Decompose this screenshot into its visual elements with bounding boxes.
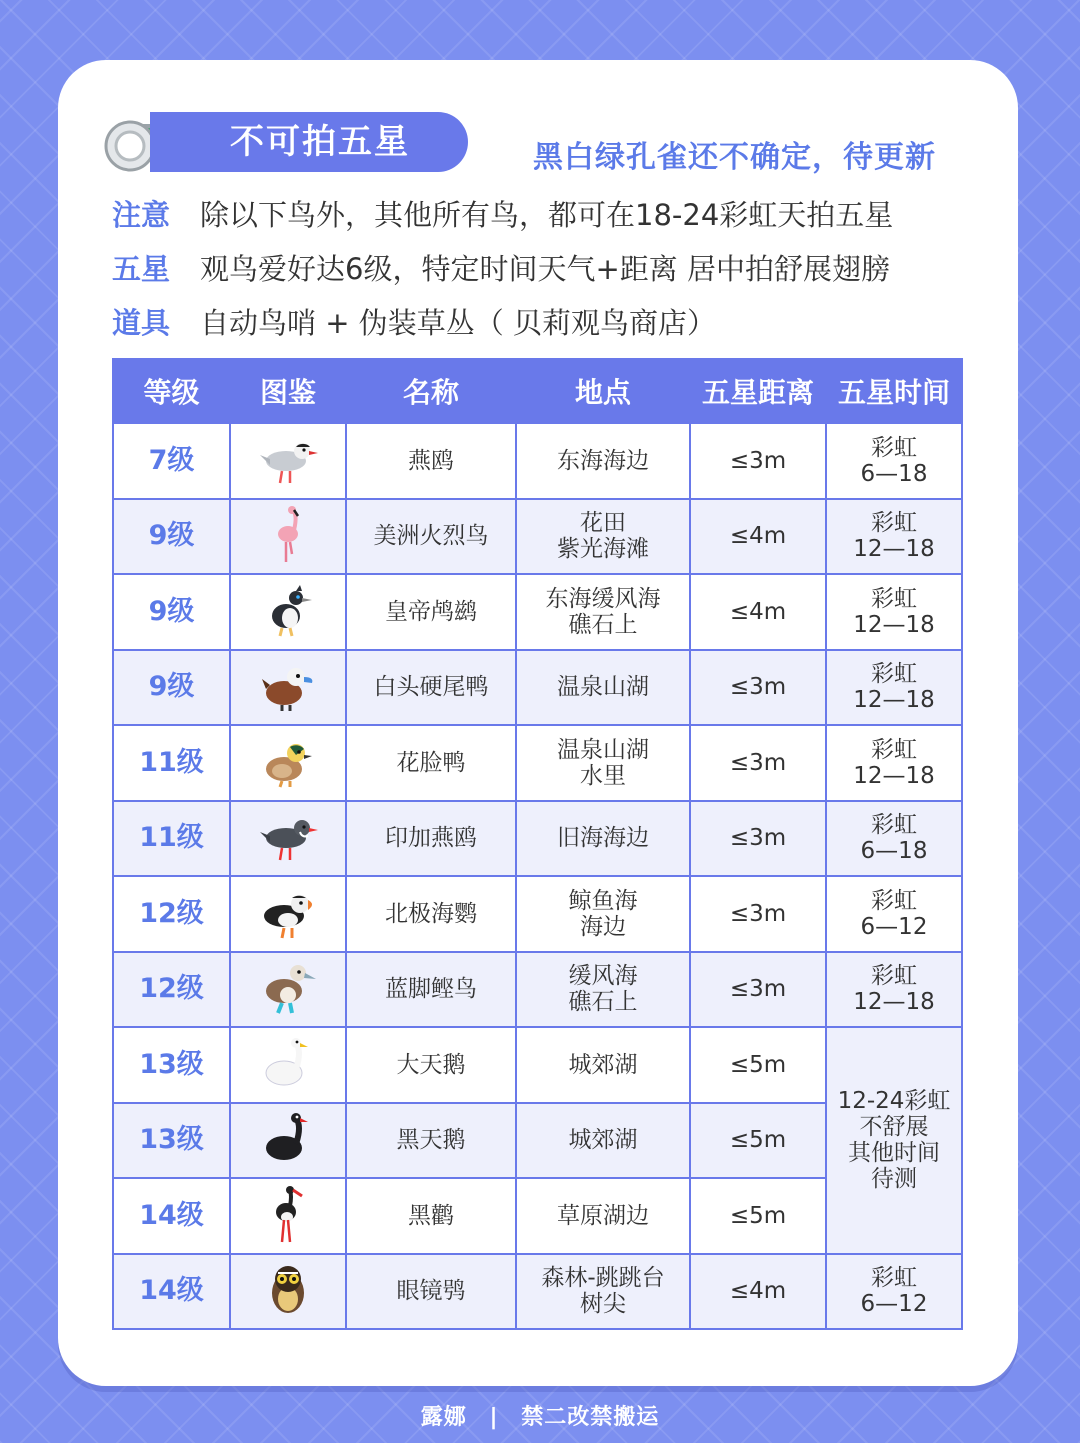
bird-name-cell: 皇帝鸬鹚 bbox=[346, 574, 516, 650]
bird-name-cell: 黑鹳 bbox=[346, 1178, 516, 1254]
tern-icon bbox=[256, 429, 320, 493]
table-row bbox=[113, 725, 962, 801]
distance-cell: ≤4m bbox=[690, 574, 826, 650]
level-cell: 12级 bbox=[113, 876, 230, 952]
distance-cell: ≤3m bbox=[690, 876, 826, 952]
time-line: 6—18 bbox=[860, 460, 928, 487]
bird-icon-cell bbox=[230, 1178, 346, 1254]
level-cell: 14级 bbox=[113, 1178, 230, 1254]
time-cell bbox=[826, 574, 962, 650]
header-distance: 五星距离 bbox=[690, 359, 826, 423]
place-line: 礁石上 bbox=[568, 989, 638, 1016]
place-cell bbox=[516, 725, 690, 801]
time-cell bbox=[826, 650, 962, 726]
info-five-star bbox=[112, 247, 890, 288]
merged-time-line: 其他时间 bbox=[848, 1140, 940, 1167]
bird-name-cell: 蓝脚鲣鸟 bbox=[346, 952, 516, 1028]
time-line: 6—12 bbox=[860, 1291, 928, 1318]
distance-cell: ≤3m bbox=[690, 423, 826, 499]
level-cell: 9级 bbox=[113, 574, 230, 650]
time-line: 12—18 bbox=[853, 536, 935, 563]
place-cell bbox=[516, 650, 690, 726]
place-line: 海边 bbox=[580, 913, 626, 940]
time-line: 彩虹 bbox=[871, 510, 917, 537]
place-line: 旧海海边 bbox=[557, 825, 649, 852]
time-cell bbox=[826, 1254, 962, 1330]
place-line: 紫光海滩 bbox=[557, 536, 649, 563]
place-cell bbox=[516, 876, 690, 952]
header-level: 等级 bbox=[113, 359, 230, 423]
place-line: 草原湖边 bbox=[557, 1202, 649, 1229]
footer-separator: | bbox=[489, 1405, 499, 1430]
time-line: 彩虹 bbox=[871, 434, 917, 461]
time-line: 彩虹 bbox=[871, 887, 917, 914]
header-name: 名称 bbox=[346, 359, 516, 423]
info-text: 观鸟爱好达6级，特定时间天气+距离 居中拍舒展翅膀 bbox=[200, 252, 890, 286]
table-row bbox=[113, 801, 962, 877]
place-line: 东海海边 bbox=[557, 447, 649, 474]
place-line: 树尖 bbox=[580, 1291, 626, 1318]
update-notice: 黑白绿孔雀还不确定，待更新 bbox=[533, 140, 936, 175]
place-line: 缓风海 bbox=[568, 963, 638, 990]
bird-icon-cell bbox=[230, 423, 346, 499]
time-cell bbox=[826, 801, 962, 877]
table-row bbox=[113, 574, 962, 650]
table-row bbox=[113, 876, 962, 952]
time-line: 彩虹 bbox=[871, 585, 917, 612]
time-line: 6—12 bbox=[860, 913, 928, 940]
time-cell bbox=[826, 952, 962, 1028]
place-line: 花田 bbox=[580, 510, 626, 537]
level-cell: 12级 bbox=[113, 952, 230, 1028]
place-cell bbox=[516, 801, 690, 877]
level-cell: 11级 bbox=[113, 725, 230, 801]
time-line: 彩虹 bbox=[871, 812, 917, 839]
info-label: 道具 bbox=[112, 306, 171, 340]
bird-name-cell: 燕鸥 bbox=[346, 423, 516, 499]
bird-name-cell: 美洲火烈鸟 bbox=[346, 499, 516, 575]
table-row bbox=[113, 1027, 962, 1103]
time-line: 彩虹 bbox=[871, 1265, 917, 1292]
place-line: 东海缓风海 bbox=[545, 585, 661, 612]
header-place: 地点 bbox=[516, 359, 690, 423]
table-header-row bbox=[113, 359, 962, 423]
place-line: 温泉山湖 bbox=[557, 674, 649, 701]
level-cell: 14级 bbox=[113, 1254, 230, 1330]
time-line: 12—18 bbox=[853, 611, 935, 638]
place-cell bbox=[516, 1254, 690, 1330]
level-cell: 9级 bbox=[113, 650, 230, 726]
place-line: 森林-跳跳台 bbox=[541, 1265, 665, 1292]
place-line: 城郊湖 bbox=[568, 1127, 638, 1154]
time-cell bbox=[826, 423, 962, 499]
distance-cell: ≤3m bbox=[690, 952, 826, 1028]
spectacled-owl-icon bbox=[256, 1259, 320, 1323]
page-title: 不可拍五星 bbox=[150, 112, 468, 172]
blue-footed-booby-icon bbox=[256, 957, 320, 1021]
distance-cell: ≤3m bbox=[690, 801, 826, 877]
time-cell bbox=[826, 725, 962, 801]
time-line: 6—18 bbox=[860, 838, 928, 865]
info-text: 除以下鸟外，其他所有鸟，都可在18-24彩虹天拍五星 bbox=[200, 198, 894, 232]
merged-time-cell bbox=[826, 1027, 962, 1254]
bird-name-cell: 北极海鹦 bbox=[346, 876, 516, 952]
bird-icon-cell bbox=[230, 1027, 346, 1103]
level-cell: 13级 bbox=[113, 1103, 230, 1179]
footer bbox=[0, 1400, 1080, 1431]
table-row bbox=[113, 650, 962, 726]
white-headed-duck-icon bbox=[256, 655, 320, 719]
bird-icon-cell bbox=[230, 876, 346, 952]
time-cell bbox=[826, 499, 962, 575]
flamingo-icon bbox=[256, 504, 320, 568]
level-cell: 9级 bbox=[113, 499, 230, 575]
bird-icon-cell bbox=[230, 1254, 346, 1330]
time-line: 12—18 bbox=[853, 989, 935, 1016]
level-cell: 7级 bbox=[113, 423, 230, 499]
merged-time-line: 不舒展 bbox=[859, 1114, 929, 1141]
bird-name-cell: 黑天鹅 bbox=[346, 1103, 516, 1179]
place-cell bbox=[516, 1103, 690, 1179]
info-notice bbox=[112, 193, 893, 234]
distance-cell: ≤5m bbox=[690, 1027, 826, 1103]
bird-name-cell: 眼镜鸮 bbox=[346, 1254, 516, 1330]
bird-icon-cell bbox=[230, 952, 346, 1028]
place-cell bbox=[516, 1178, 690, 1254]
baikal-teal-icon bbox=[256, 731, 320, 795]
bird-table bbox=[112, 358, 963, 1330]
distance-cell: ≤3m bbox=[690, 725, 826, 801]
place-cell bbox=[516, 499, 690, 575]
bird-icon-cell bbox=[230, 1103, 346, 1179]
bird-icon-cell bbox=[230, 650, 346, 726]
time-line: 12—18 bbox=[853, 687, 935, 714]
table-row bbox=[113, 423, 962, 499]
bird-name-cell: 大天鹅 bbox=[346, 1027, 516, 1103]
bird-name-cell: 花脸鸭 bbox=[346, 725, 516, 801]
table-row bbox=[113, 499, 962, 575]
info-text: 自动鸟哨 + 伪装草丛（ 贝莉观鸟商店） bbox=[200, 306, 716, 340]
footer-note: 禁二改禁搬运 bbox=[521, 1405, 660, 1430]
distance-cell: ≤3m bbox=[690, 650, 826, 726]
place-line: 礁石上 bbox=[568, 611, 638, 638]
info-tools bbox=[112, 301, 716, 342]
info-label: 注意 bbox=[112, 198, 171, 232]
time-line: 彩虹 bbox=[871, 963, 917, 990]
place-line: 水里 bbox=[580, 762, 626, 789]
level-cell: 13级 bbox=[113, 1027, 230, 1103]
header-icon: 图鉴 bbox=[230, 359, 346, 423]
place-cell bbox=[516, 423, 690, 499]
time-cell bbox=[826, 876, 962, 952]
time-line: 彩虹 bbox=[871, 661, 917, 688]
bird-icon-cell bbox=[230, 499, 346, 575]
place-line: 城郊湖 bbox=[568, 1051, 638, 1078]
distance-cell: ≤5m bbox=[690, 1103, 826, 1179]
info-label: 五星 bbox=[112, 252, 171, 286]
table-row bbox=[113, 952, 962, 1028]
bird-name-cell: 印加燕鸥 bbox=[346, 801, 516, 877]
bird-name-cell: 白头硬尾鸭 bbox=[346, 650, 516, 726]
place-line: 鲸鱼海 bbox=[568, 887, 638, 914]
puffin-icon bbox=[256, 882, 320, 946]
place-line: 温泉山湖 bbox=[557, 736, 649, 763]
time-line: 彩虹 bbox=[871, 736, 917, 763]
footer-author: 露娜 bbox=[420, 1405, 467, 1430]
distance-cell: ≤4m bbox=[690, 1254, 826, 1330]
time-line: 12—18 bbox=[853, 762, 935, 789]
imperial-shag-icon bbox=[256, 580, 320, 644]
merged-time-line: 12-24彩虹 bbox=[837, 1088, 951, 1115]
whooper-swan-icon bbox=[256, 1033, 320, 1097]
black-stork-icon bbox=[256, 1184, 320, 1248]
distance-cell: ≤5m bbox=[690, 1178, 826, 1254]
bird-icon-cell bbox=[230, 725, 346, 801]
black-swan-icon bbox=[256, 1108, 320, 1172]
bird-icon-cell bbox=[230, 801, 346, 877]
place-cell bbox=[516, 574, 690, 650]
level-cell: 11级 bbox=[113, 801, 230, 877]
place-cell bbox=[516, 952, 690, 1028]
inca-tern-icon bbox=[256, 806, 320, 870]
distance-cell: ≤4m bbox=[690, 499, 826, 575]
header-time: 五星时间 bbox=[826, 359, 962, 423]
merged-time-line: 待测 bbox=[871, 1166, 917, 1193]
place-cell bbox=[516, 1027, 690, 1103]
table-row bbox=[113, 1254, 962, 1330]
bird-icon-cell bbox=[230, 574, 346, 650]
